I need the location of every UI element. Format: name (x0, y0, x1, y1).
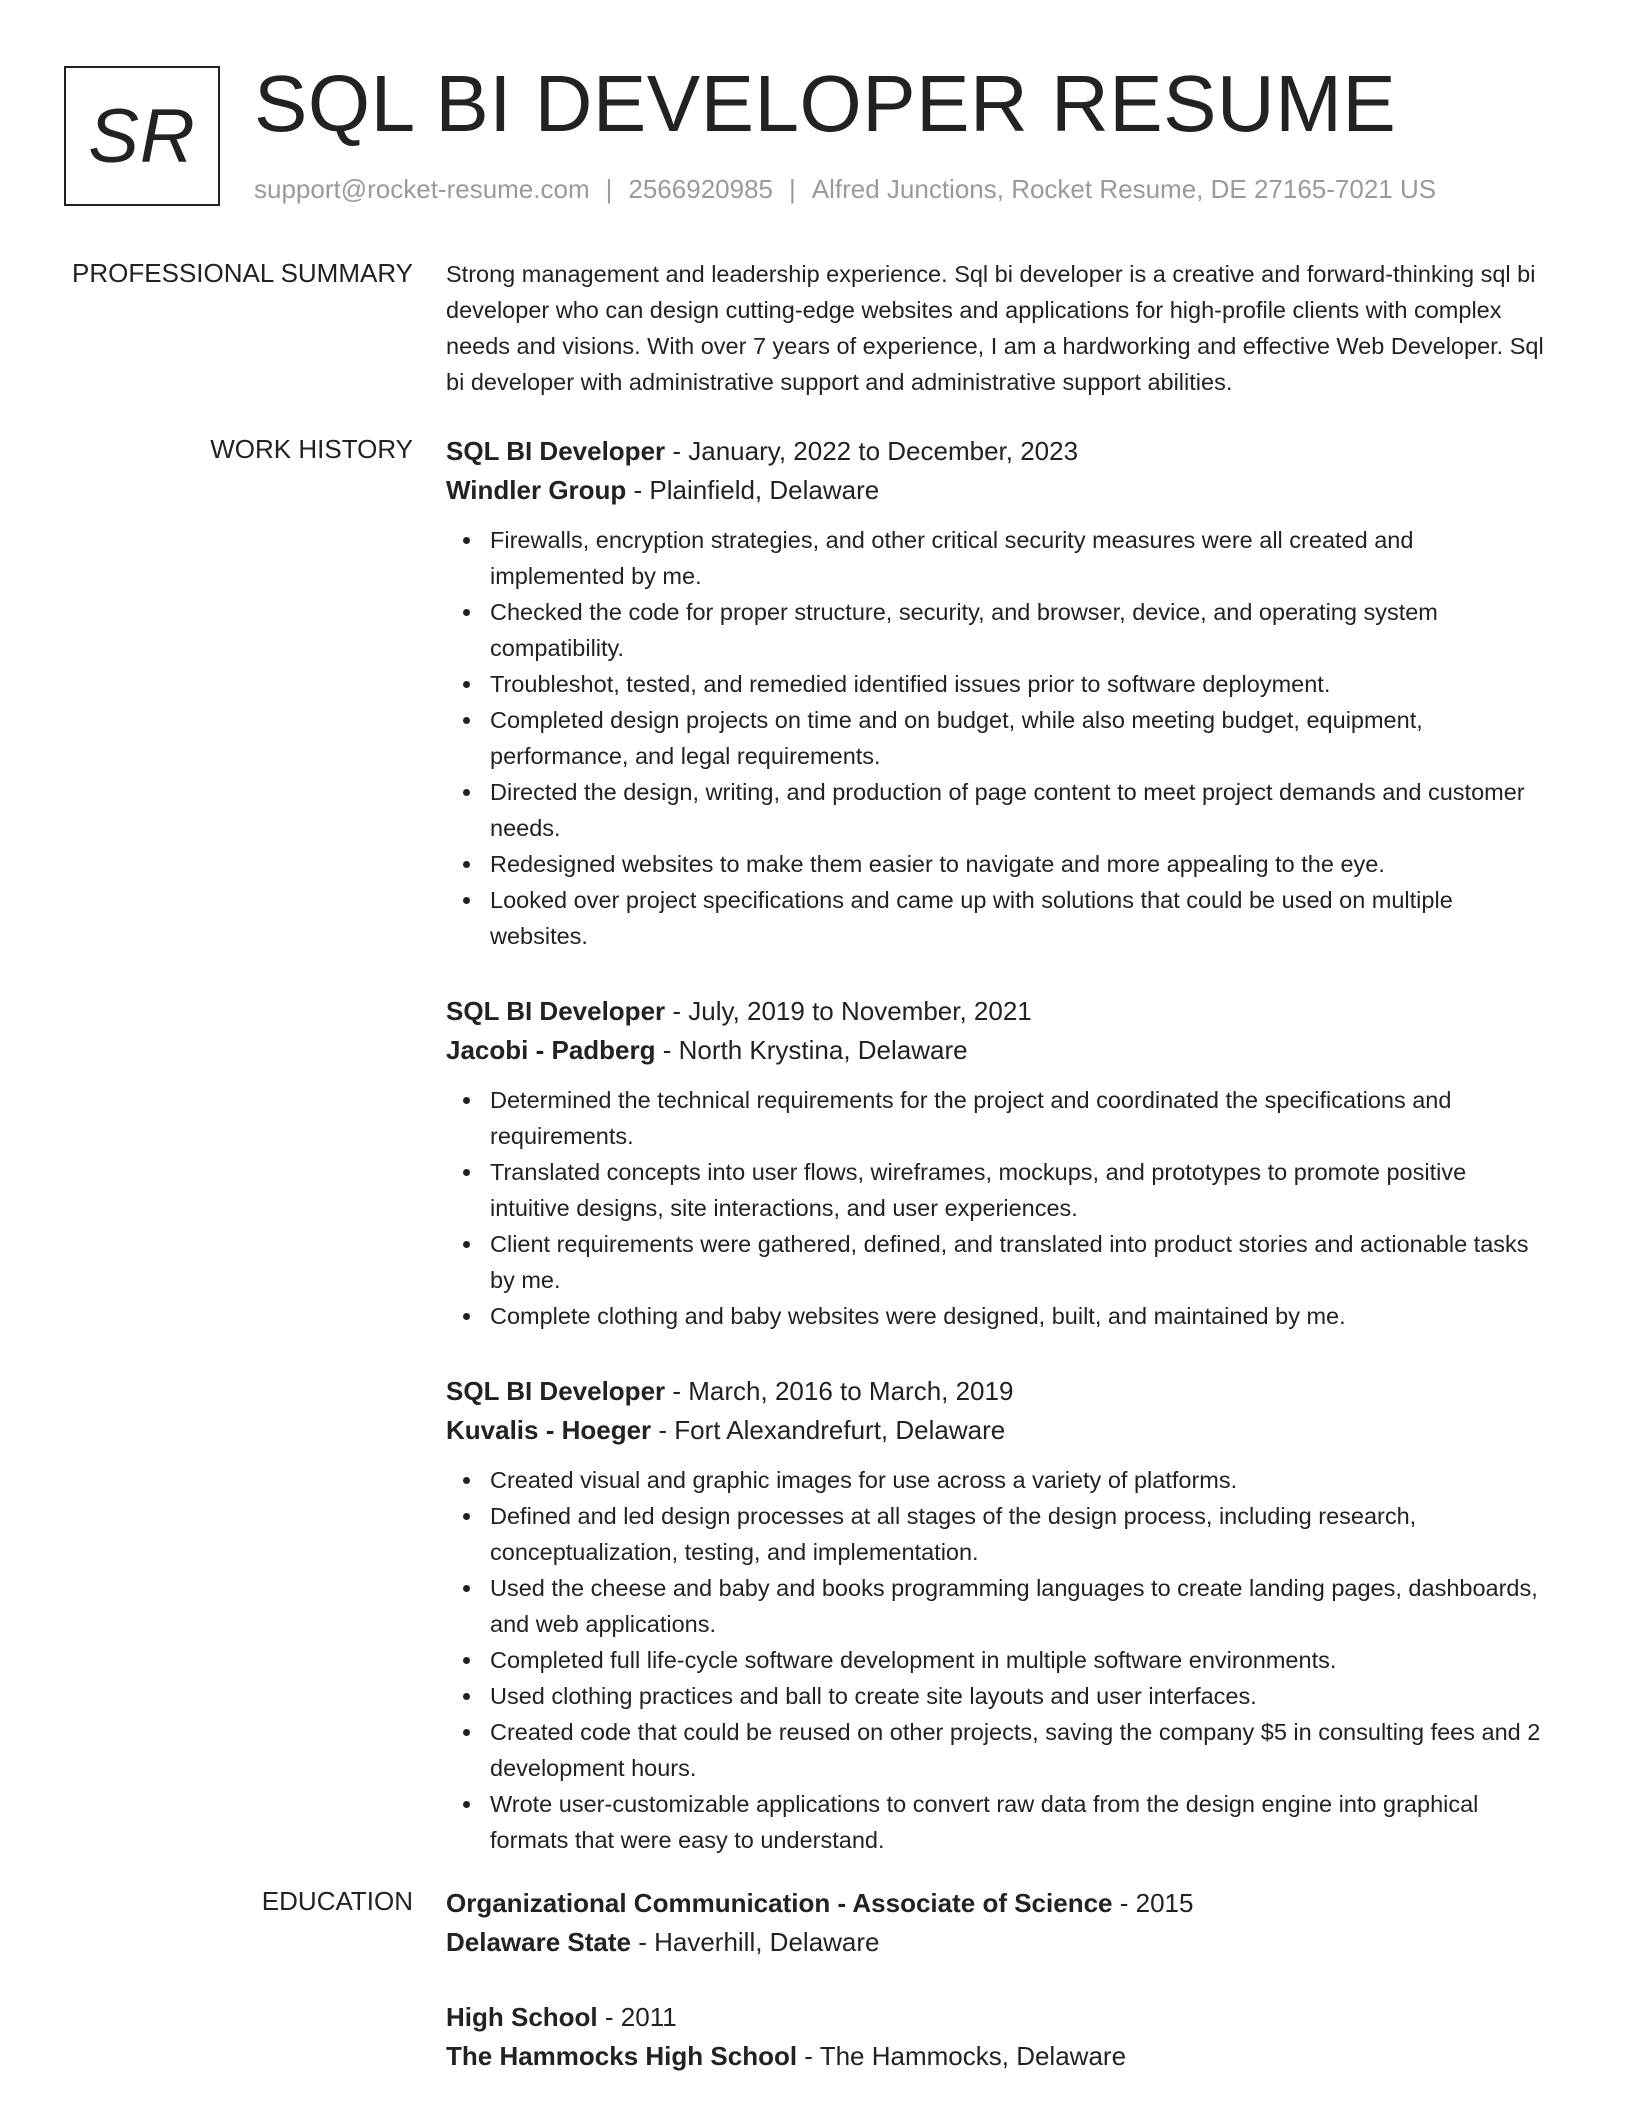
job-bullet: Directed the design, writing, and production of page content to meet project demands and customer needs. (490, 774, 1546, 846)
education-degree: High School (446, 2002, 598, 2032)
section-label-education: EDUCATION (261, 1886, 413, 1916)
education-body (446, 1884, 1546, 2112)
job-bullet: Created visual and graphic images for use across a variety of platforms. (490, 1462, 1546, 1498)
job-title-line (446, 1372, 1546, 1411)
contact-line (254, 172, 1436, 206)
job-dates: - March, 2016 to March, 2019 (665, 1376, 1014, 1406)
contact-separator: | (605, 174, 613, 204)
job-bullet: Redesigned websites to make them easier to navigate and more appealing to the eye. (490, 846, 1546, 882)
job-bullet: Client requirements were gathered, defined, and translated into product stories and actionable tasks by me. (490, 1226, 1546, 1298)
education-school: Delaware State (446, 1927, 631, 1957)
job-company: Windler Group (446, 475, 627, 505)
section-label-work-history: WORK HISTORY (210, 434, 413, 464)
job-company: Jacobi - Padberg (446, 1035, 656, 1065)
monogram-logo: SR (64, 66, 220, 206)
contact-separator: | (789, 174, 796, 204)
job-title-line (446, 432, 1546, 471)
job-company-line (446, 1031, 1546, 1070)
job-bullet: Created code that could be reused on other projects, saving the company $5 in consulting fees and 2 development hours. (490, 1714, 1546, 1786)
job-bullet: Completed design projects on time and on budget, while also meeting budget, equipment, performance, and legal requirements. (490, 702, 1546, 774)
job-bullet-list (446, 1462, 1546, 1858)
job-bullet: Looked over project specifications and came up with solutions that could be used on multiple websites. (490, 882, 1546, 954)
education-location: - Haverhill, Delaware (630, 1927, 880, 1957)
contact-email[interactable]: support@rocket-resume.com (254, 174, 590, 204)
education-school: The Hammocks High School (446, 2041, 798, 2071)
education-year: - 2015 (1112, 1888, 1194, 1918)
job-title: SQL BI Developer (446, 436, 666, 466)
job-company-line (446, 471, 1546, 510)
job-entry (446, 432, 1546, 954)
job-bullet: Defined and led design processes at all stages of the design process, including research, conceptualization, testing, and implementation. (490, 1498, 1546, 1570)
education-degree: Organizational Communication - Associate of Science (446, 1888, 1113, 1918)
contact-address: Alfred Junctions, Rocket Resume, DE 27165-7021 US (811, 174, 1437, 204)
job-location: - North Krystina, Delaware (655, 1035, 968, 1065)
page-title: SQL BI DEVELOPER RESUME (254, 59, 1397, 148)
job-location: - Plainfield, Delaware (626, 475, 880, 505)
job-bullet: Determined the technical requirements for the project and coordinated the specifications and requirements. (490, 1082, 1546, 1154)
education-school-line (446, 2037, 1546, 2076)
job-dates: - July, 2019 to November, 2021 (665, 996, 1032, 1026)
job-title: SQL BI Developer (446, 1376, 666, 1406)
job-entry (446, 1372, 1546, 1858)
contact-phone[interactable]: 2566920985 (628, 174, 773, 204)
job-bullet: Used clothing practices and ball to create site layouts and user interfaces. (490, 1678, 1546, 1714)
job-bullet: Firewalls, encryption strategies, and other critical security measures were all created and implemented by me. (490, 522, 1546, 594)
job-bullet: Completed full life-cycle software development in multiple software environments. (490, 1642, 1546, 1678)
education-school-line (446, 1923, 1546, 1962)
job-bullet: Checked the code for proper structure, security, and browser, device, and operating system compatibility. (490, 594, 1546, 666)
job-company-line (446, 1411, 1546, 1450)
education-entry (446, 1998, 1546, 2076)
job-bullet: Troubleshot, tested, and remedied identified issues prior to software deployment. (490, 666, 1546, 702)
work-history-body (446, 432, 1546, 1896)
education-entry (446, 1884, 1546, 1962)
education-year: - 2011 (597, 2002, 677, 2032)
education-degree-line (446, 1998, 1546, 2037)
job-title-line (446, 992, 1546, 1031)
job-bullet: Translated concepts into user flows, wireframes, mockups, and prototypes to promote positive intuitive designs, site interactions, and user experiences. (490, 1154, 1546, 1226)
job-company: Kuvalis - Hoeger (446, 1415, 652, 1445)
job-title: SQL BI Developer (446, 996, 666, 1026)
job-bullet: Complete clothing and baby websites were designed, built, and maintained by me. (490, 1298, 1546, 1334)
job-bullet: Wrote user-customizable applications to convert raw data from the design engine into graphical formats that were easy to understand. (490, 1786, 1546, 1858)
education-degree-line (446, 1884, 1546, 1923)
education-location: - The Hammocks, Delaware (797, 2041, 1127, 2071)
job-bullet: Used the cheese and baby and books programming languages to create landing pages, dashboards, and web applications. (490, 1570, 1546, 1642)
job-location: - Fort Alexandrefurt, Delaware (651, 1415, 1006, 1445)
summary-text: Strong management and leadership experience. Sql bi developer is a creative and forward-thinking sql bi developer who can design cutting-edge websites and applications for high-profile clients with complex needs and visions. With over 7 years of experience, I am a hardworking and effective Web Developer. Sql bi developer with administrative support and administrative support abilities. (446, 261, 1544, 395)
job-bullet-list (446, 522, 1546, 954)
section-label-summary: PROFESSIONAL SUMMARY (72, 258, 413, 288)
summary-body (446, 256, 1546, 400)
job-bullet-list (446, 1082, 1546, 1334)
job-dates: - January, 2022 to December, 2023 (665, 436, 1079, 466)
job-entry (446, 992, 1546, 1334)
